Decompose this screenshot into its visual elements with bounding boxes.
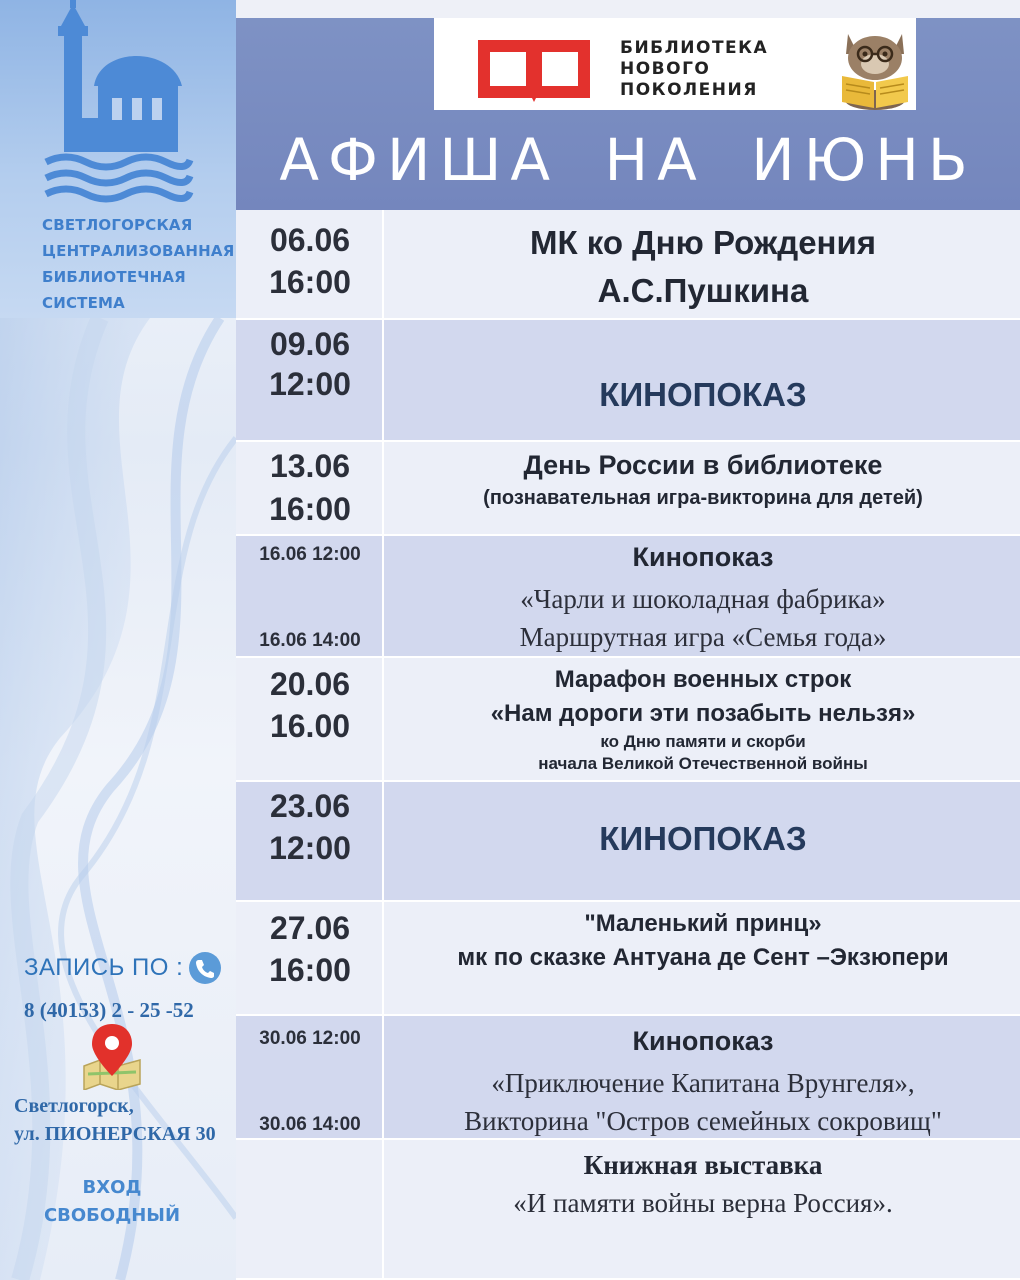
event-row xyxy=(236,536,1020,658)
event-subtitle: Викторина "Остров семейных сокровищ" xyxy=(464,1106,942,1136)
event-subtitle: начала Великой Отечественной войны xyxy=(538,754,868,773)
event-date: 09.06 xyxy=(269,326,351,362)
event-time: 16:00 xyxy=(269,264,351,300)
event-time: 16:00 xyxy=(269,952,351,988)
event-time: 16.00 xyxy=(269,708,351,744)
event-date: 13.06 xyxy=(269,448,351,484)
event-subtitle: «И памяти войны верна Россия». xyxy=(513,1188,893,1218)
event-time: 16:00 xyxy=(269,491,351,527)
brand-name: БИБЛИОТЕКА НОВОГО ПОКОЛЕНИЯ xyxy=(620,38,769,100)
left-sidebar xyxy=(0,0,236,1280)
event-description xyxy=(386,1016,1020,1138)
event-title: "Маленький принц» xyxy=(584,910,822,937)
event-title: Кинопоказ xyxy=(632,542,774,572)
event-row xyxy=(236,902,1020,1016)
phone-number: 8 (40153) 2 - 25 -52 xyxy=(24,998,194,1022)
phone-icon xyxy=(189,952,221,984)
event-title: КИНОПОКАЗ xyxy=(599,376,807,413)
event-datetime: 30.06 12:00 xyxy=(259,1028,361,1049)
brand-logo-box xyxy=(434,18,916,110)
event-date-cell xyxy=(236,902,384,1014)
event-subtitle: «Приключение Капитана Врунгеля», xyxy=(491,1068,915,1098)
event-title: Кинопоказ xyxy=(632,1026,774,1056)
event-date-cell xyxy=(236,1016,384,1138)
event-description xyxy=(386,442,1020,534)
event-date-cell xyxy=(236,1140,384,1278)
event-date: 27.06 xyxy=(269,910,351,946)
event-date-cell xyxy=(236,658,384,780)
event-description xyxy=(386,210,1020,318)
map-pin-icon xyxy=(78,1024,146,1090)
event-date: 23.06 xyxy=(269,788,351,824)
event-datetime: 16.06 14:00 xyxy=(259,630,361,651)
event-description xyxy=(386,782,1020,900)
event-title: А.С.Пушкина xyxy=(597,272,809,309)
event-time: 12:00 xyxy=(269,830,351,866)
event-title: МК ко Дню Рождения xyxy=(529,224,877,261)
event-row xyxy=(236,320,1020,442)
event-subtitle: ко Дню памяти и скорби xyxy=(600,732,806,751)
open-book-logo-icon xyxy=(474,36,594,102)
event-row xyxy=(236,1016,1020,1140)
event-subtitle: (познавательная игра-викторина для детей) xyxy=(483,487,923,509)
free-entry-note: ВХОД СВОБОДНЫЙ xyxy=(43,1177,181,1226)
event-title: «Нам дороги эти позабыть нельзя» xyxy=(490,700,916,727)
event-subtitle: Маршрутная игра «Семья года» xyxy=(519,622,887,652)
event-datetime: 16.06 12:00 xyxy=(259,544,361,565)
booking-label: ЗАПИСЬ ПО : xyxy=(24,952,221,984)
event-date: 20.06 xyxy=(269,666,351,702)
event-description xyxy=(386,1140,1020,1278)
poster-title: АФИША НА ИЮНЬ xyxy=(279,126,977,194)
organization-name: СВЕТЛОГОРСКАЯ ЦЕНТРАЛИЗОВАННАЯ БИБЛИОТЕЧНАЯ СИСТЕМА xyxy=(42,216,235,312)
event-row xyxy=(236,442,1020,536)
event-date-cell xyxy=(236,782,384,900)
event-description xyxy=(386,902,1020,1014)
event-description xyxy=(386,536,1020,656)
event-date-cell xyxy=(236,210,384,318)
cat-reading-book-icon xyxy=(834,20,916,110)
event-datetime: 30.06 14:00 xyxy=(259,1114,361,1135)
address: Светлогорск, ул. ПИОНЕРСКАЯ 30 xyxy=(14,1095,216,1145)
event-description xyxy=(386,320,1020,440)
event-date-cell xyxy=(236,536,384,656)
event-subtitle: «Чарли и шоколадная фабрика» xyxy=(520,584,886,614)
event-title: День России в библиотеке xyxy=(523,450,883,480)
event-row xyxy=(236,782,1020,902)
event-date-cell xyxy=(236,442,384,534)
event-row xyxy=(236,658,1020,782)
event-title: Книжная выставка xyxy=(583,1150,823,1180)
event-row xyxy=(236,1140,1020,1280)
library-building-logo-icon xyxy=(38,0,198,212)
event-title: КИНОПОКАЗ xyxy=(599,820,807,857)
header-top-strip xyxy=(236,0,1020,18)
event-description xyxy=(386,658,1020,780)
event-date-cell xyxy=(236,320,384,440)
event-title: Марафон военных строк xyxy=(554,666,852,693)
event-time: 12:00 xyxy=(269,366,351,402)
event-date: 06.06 xyxy=(269,222,351,258)
event-subtitle: мк по сказке Антуана де Сент –Экзюпери xyxy=(457,944,949,971)
event-row xyxy=(236,210,1020,320)
